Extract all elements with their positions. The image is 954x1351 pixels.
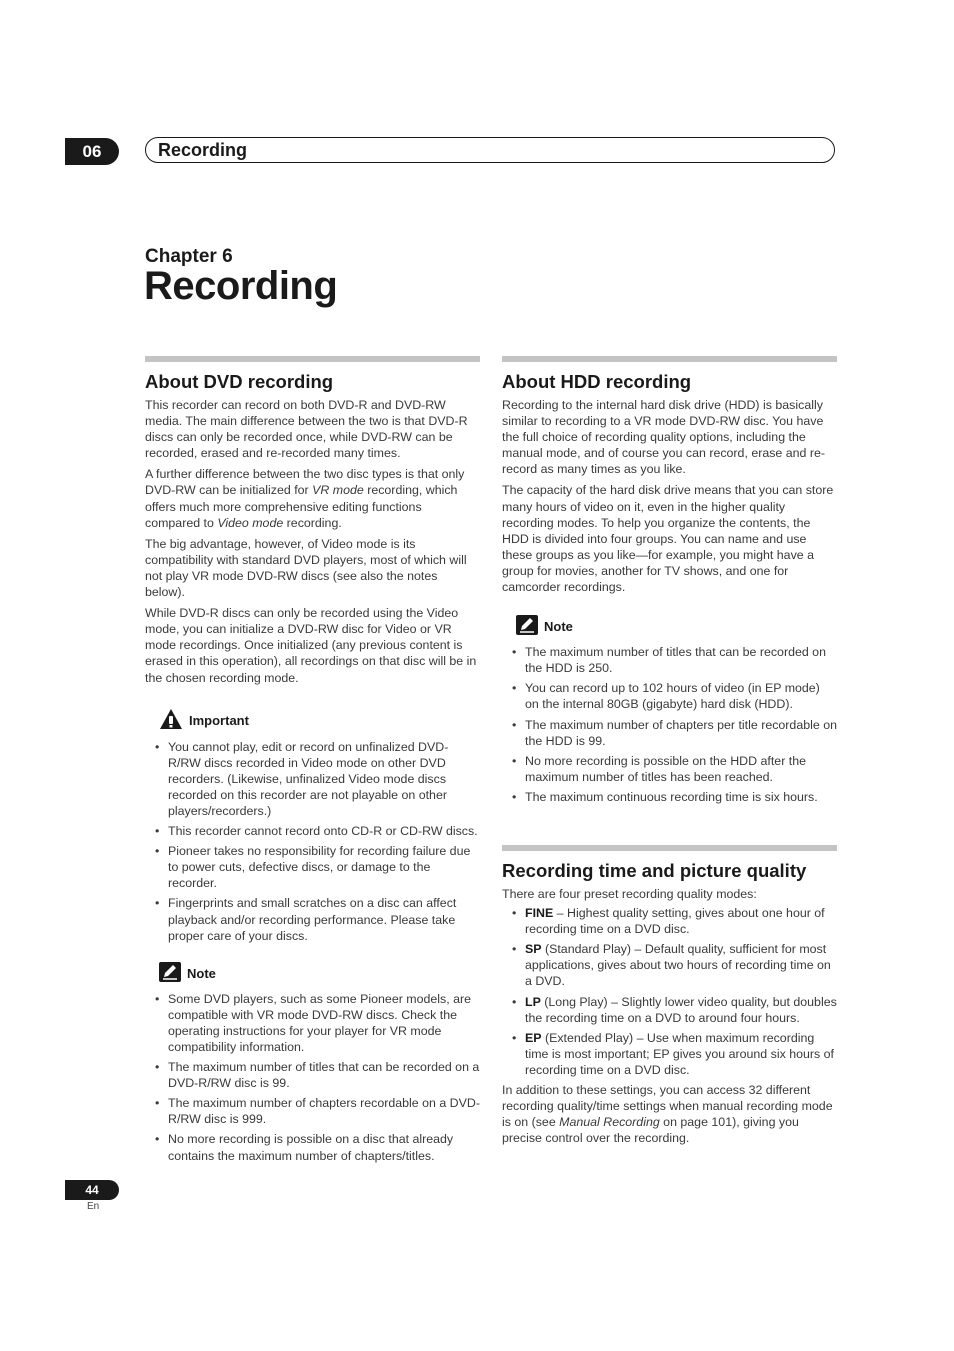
list-item: • You can record up to 102 hours of video (in EP mode) on the internal 80GB (gigabyte) hard disk (HDD). (502, 680, 837, 712)
section-divider (502, 845, 837, 851)
chapter-title: Recording (144, 264, 338, 308)
list-item: • EP (Extended Play) – Use when maximum recording time is most important; EP gives you around six hours of recording time on a DVD disc. (502, 1030, 837, 1078)
section-heading-hdd: About HDD recording (502, 371, 692, 392)
left-column (145, 356, 480, 1168)
section-divider (502, 356, 837, 362)
chapter-number-tab: 06 (65, 138, 119, 165)
section-heading-dvd: About DVD recording (145, 371, 334, 392)
list-item: • Fingerprints and small scratches on a disc can affect playback and/or recording performance. Please take proper care of your discs. (145, 895, 480, 943)
section-heading-quality: Recording time and picture quality (502, 859, 807, 881)
paragraph: A further difference between the two disc types is that only DVD-RW can be initialized for VR mode recording, which offers much more comprehensive editing functions compared to Video mode recording. (145, 467, 465, 530)
quality-mode-list (502, 905, 837, 1078)
paragraph: While DVD-R discs can only be recorded using the Video mode, you can initialize a DVD-RW disc for Video or VR mode recordings. Once initialized (any previous content is erased in this operation), all recordings on that disc will be in the chosen recording mode. (145, 606, 477, 685)
paragraph: The capacity of the hard disk drive means that you can store many hours of video on it, even in the higher quality recording modes. To help you organize the contents, the HDD is divided into four groups. You can name and use these groups as you like—for example, you might have a group for movies, another for TV shows, and one for camcorder recordings. (502, 483, 834, 595)
list-item: • The maximum number of chapters recordable on a DVD-R/RW disc is 999. (145, 1095, 480, 1127)
running-header-title: Recording (145, 137, 835, 163)
important-list (145, 739, 480, 944)
list-item: • The maximum number of titles that can be recorded on a DVD-R/RW disc is 99. (145, 1059, 480, 1091)
note-heading: Note (516, 615, 837, 638)
section-divider (145, 356, 480, 362)
paragraph: This recorder can record on both DVD-R and DVD-RW media. The main difference between the two is that DVD-R discs can only be recorded once, while DVD-RW can be recorded, erased and re-recorded many times. (145, 398, 468, 461)
paragraph: Recording to the internal hard disk drive (HDD) is basically similar to recording to a VR mode DVD-RW disc. You have the full choice of recording quality options, including the manual mode, and of course you can record, erase and re-record as many times as you like. (502, 398, 826, 477)
list-item: • No more recording is possible on the HDD after the maximum number of titles has been reached. (502, 753, 837, 785)
list-item: • The maximum number of titles that can be recorded on the HDD is 250. (502, 644, 837, 676)
page-number: 44 (65, 1180, 119, 1200)
note-list (502, 644, 837, 805)
list-item: • You cannot play, edit or record on unfinalized DVD-R/RW discs recorded in Video mode on other DVD recorders. (Likewise, unfinalized Video mode discs recorded on this recorder are not playable on other players/recorders.) (145, 739, 480, 819)
language-code: En (87, 1201, 100, 1212)
list-item: • Pioneer takes no responsibility for recording failure due to power cuts, defective discs, or damage to the recorder. (145, 843, 480, 891)
list-item: • This recorder cannot record onto CD-R or CD-RW discs. (145, 823, 480, 839)
list-item: • FINE – Highest quality setting, gives about one hour of recording time on a DVD disc. (502, 905, 837, 937)
list-item: • The maximum continuous recording time is six hours. (502, 789, 837, 805)
pencil-note-icon (516, 615, 538, 638)
important-heading: Important (159, 708, 480, 733)
right-column (502, 356, 837, 1151)
list-item: • Some DVD players, such as some Pioneer models, are compatible with VR mode DVD-RW discs. Check the operating instructions for your player for VR mode compatibility information. (145, 991, 480, 1055)
paragraph: In addition to these settings, you can access 32 different recording quality/time settings when manual recording mode is on (see Manual Recording on page 101), giving you precise control over the recording. (502, 1083, 833, 1146)
paragraph: The big advantage, however, of Video mode is its compatibility with standard DVD players, most of which will not play VR mode DVD-RW discs (see also the notes below). (145, 536, 467, 600)
note-heading: Note (159, 962, 480, 985)
warning-hand-icon (159, 708, 183, 733)
paragraph: There are four preset recording quality modes: (502, 886, 757, 901)
list-item: • No more recording is possible on a disc that already contains the maximum number of chapters/titles. (145, 1131, 480, 1163)
note-list (145, 991, 480, 1164)
chapter-label: Chapter 6 (145, 246, 233, 267)
list-item: • The maximum number of chapters per title recordable on the HDD is 99. (502, 717, 837, 749)
list-item: • SP (Standard Play) – Default quality, sufficient for most applications, gives about two hours of recording time on a DVD. (502, 941, 837, 989)
list-item: • LP (Long Play) – Slightly lower video quality, but doubles the recording time on a DVD to around four hours. (502, 994, 837, 1026)
pencil-note-icon (159, 962, 181, 985)
